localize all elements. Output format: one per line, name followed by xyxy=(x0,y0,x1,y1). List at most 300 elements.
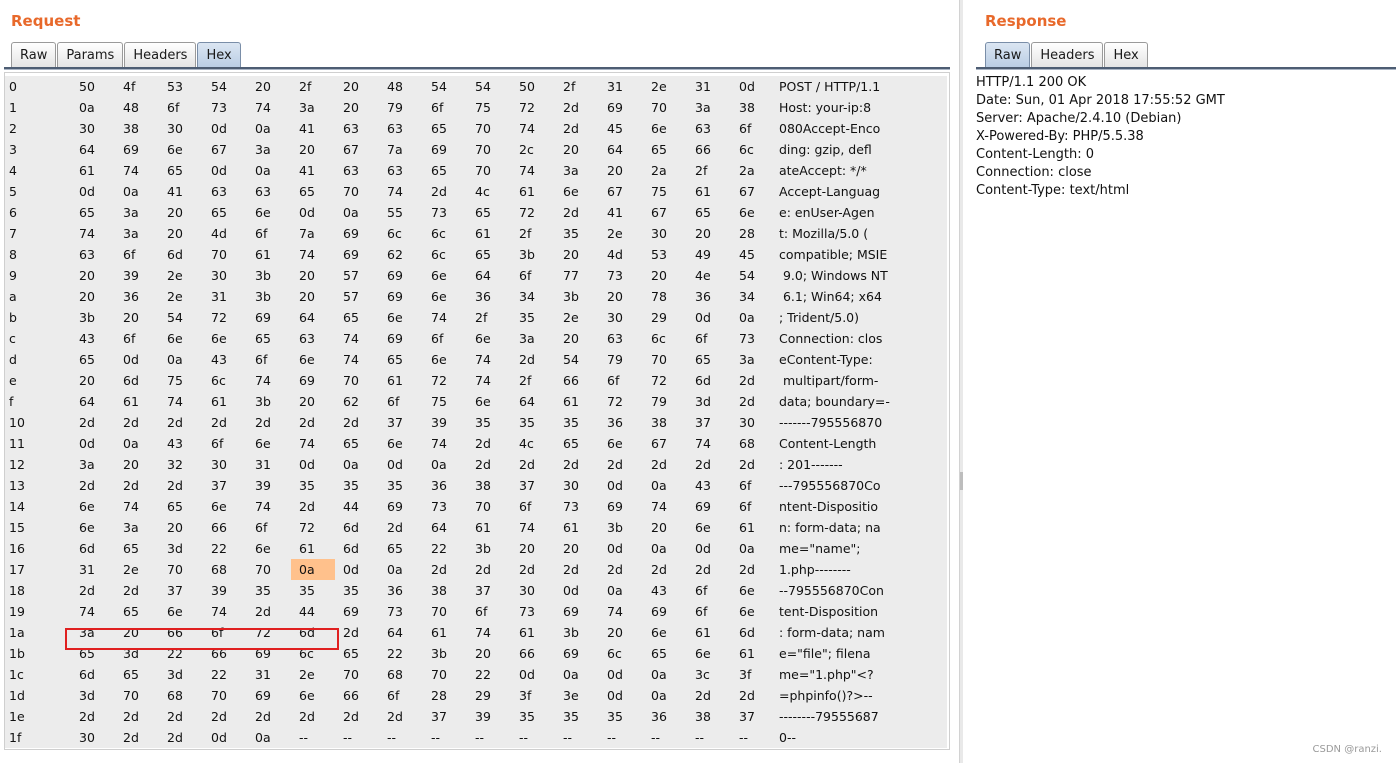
hex-byte[interactable]: 30 xyxy=(211,268,227,283)
hex-byte[interactable]: 22 xyxy=(167,646,183,661)
hex-byte[interactable]: 2d xyxy=(695,562,711,577)
hex-byte[interactable]: 39 xyxy=(123,268,139,283)
hex-byte[interactable]: 69 xyxy=(387,331,403,346)
splitter-grip-icon[interactable] xyxy=(960,472,963,490)
hex-byte[interactable]: 4d xyxy=(211,226,227,241)
hex-byte[interactable]: 77 xyxy=(563,268,579,283)
hex-byte[interactable]: -- xyxy=(299,730,309,745)
hex-byte[interactable]: 2f xyxy=(475,310,488,325)
hex-byte[interactable]: 6f xyxy=(167,100,180,115)
hex-byte[interactable]: 35 xyxy=(255,583,271,598)
hex-byte[interactable]: 72 xyxy=(651,373,667,388)
hex-byte[interactable]: 72 xyxy=(211,310,227,325)
hex-byte[interactable]: 31 xyxy=(607,79,623,94)
hex-byte[interactable]: 6f xyxy=(695,331,708,346)
hex-byte[interactable]: 68 xyxy=(387,667,403,682)
hex-byte[interactable]: 2e xyxy=(167,268,183,283)
hex-byte[interactable]: 6e xyxy=(431,289,447,304)
hex-byte[interactable]: 2d xyxy=(519,352,535,367)
hex-byte[interactable]: 74 xyxy=(79,604,95,619)
hex-byte[interactable]: 70 xyxy=(475,163,491,178)
hex-byte[interactable]: 7a xyxy=(299,226,315,241)
hex-byte[interactable]: 49 xyxy=(695,247,711,262)
hex-byte[interactable]: 20 xyxy=(607,625,623,640)
hex-byte[interactable]: 43 xyxy=(167,436,183,451)
hex-byte[interactable]: 65 xyxy=(167,163,183,178)
hex-byte[interactable]: 74 xyxy=(299,436,315,451)
hex-byte[interactable]: 68 xyxy=(739,436,755,451)
hex-byte[interactable]: 73 xyxy=(519,604,535,619)
hex-byte[interactable]: 2d xyxy=(739,373,755,388)
hex-byte[interactable]: 2d xyxy=(739,562,755,577)
response-tab-headers[interactable]: Headers xyxy=(1031,42,1103,68)
hex-byte[interactable]: 2d xyxy=(387,520,403,535)
hex-byte[interactable]: 6d xyxy=(343,520,359,535)
hex-byte[interactable]: 65 xyxy=(651,646,667,661)
hex-byte[interactable]: 0d xyxy=(607,688,623,703)
hex-byte[interactable]: 69 xyxy=(651,604,667,619)
request-tab-hex[interactable]: Hex xyxy=(197,42,240,68)
hex-byte[interactable]: 74 xyxy=(343,352,359,367)
hex-byte[interactable]: 67 xyxy=(739,184,755,199)
hex-byte[interactable]: 6c xyxy=(299,646,314,661)
hex-byte[interactable]: 3a xyxy=(739,352,755,367)
hex-byte[interactable]: 2f xyxy=(695,163,708,178)
hex-byte[interactable]: 57 xyxy=(343,268,359,283)
hex-byte[interactable]: 3a xyxy=(123,520,139,535)
hex-byte[interactable]: 50 xyxy=(519,79,535,94)
hex-byte[interactable]: 35 xyxy=(563,226,579,241)
hex-byte[interactable]: 2d xyxy=(563,562,579,577)
hex-byte[interactable]: -- xyxy=(475,730,485,745)
hex-byte[interactable]: 6c xyxy=(431,226,446,241)
hex-byte[interactable]: 69 xyxy=(607,499,623,514)
hex-byte[interactable]: 6e xyxy=(211,331,227,346)
hex-byte[interactable]: 6e xyxy=(475,331,491,346)
hex-byte[interactable]: 22 xyxy=(211,667,227,682)
hex-byte[interactable]: 35 xyxy=(519,709,535,724)
hex-byte[interactable]: 2d xyxy=(255,709,271,724)
hex-byte[interactable]: 65 xyxy=(79,646,95,661)
hex-byte[interactable]: 45 xyxy=(607,121,623,136)
hex-byte[interactable]: 20 xyxy=(79,268,95,283)
hex-byte[interactable]: 73 xyxy=(563,499,579,514)
hex-byte[interactable]: 0d xyxy=(299,457,315,472)
hex-byte[interactable]: 6f xyxy=(387,688,400,703)
hex-byte[interactable]: 75 xyxy=(167,373,183,388)
hex-byte[interactable]: 69 xyxy=(343,226,359,241)
hex-byte[interactable]: 70 xyxy=(651,352,667,367)
hex-byte[interactable]: 2d xyxy=(167,709,183,724)
hex-byte[interactable]: 62 xyxy=(343,394,359,409)
hex-byte[interactable]: 53 xyxy=(167,79,183,94)
hex-byte[interactable]: 20 xyxy=(607,289,623,304)
hex-byte[interactable]: 74 xyxy=(607,604,623,619)
hex-byte[interactable]: 63 xyxy=(343,163,359,178)
hex-byte[interactable]: 74 xyxy=(695,436,711,451)
hex-byte[interactable]: 39 xyxy=(255,478,271,493)
hex-byte[interactable]: 2d xyxy=(123,415,139,430)
hex-byte[interactable]: -- xyxy=(387,730,397,745)
hex-byte[interactable]: 63 xyxy=(211,184,227,199)
hex-byte[interactable]: 65 xyxy=(695,205,711,220)
hex-byte[interactable]: 2d xyxy=(343,415,359,430)
hex-byte[interactable]: 74 xyxy=(519,163,535,178)
hex-byte[interactable]: 64 xyxy=(79,394,95,409)
hex-byte[interactable]: 66 xyxy=(211,520,227,535)
hex-byte[interactable]: 61 xyxy=(739,646,755,661)
hex-byte[interactable]: 20 xyxy=(343,100,359,115)
hex-byte[interactable]: 20 xyxy=(123,457,139,472)
hex-byte[interactable]: 0a xyxy=(651,478,667,493)
hex-byte[interactable]: 0a xyxy=(343,205,359,220)
hex-byte[interactable]: 41 xyxy=(167,184,183,199)
hex-byte[interactable]: 74 xyxy=(255,373,271,388)
hex-byte[interactable]: 2e xyxy=(607,226,623,241)
hex-byte[interactable]: 31 xyxy=(255,667,271,682)
hex-byte[interactable]: 69 xyxy=(255,646,271,661)
hex-byte[interactable]: 0a xyxy=(255,163,271,178)
hex-byte[interactable]: 20 xyxy=(299,268,315,283)
hex-byte[interactable]: 61 xyxy=(475,226,491,241)
hex-byte[interactable]: 36 xyxy=(607,415,623,430)
hex-byte[interactable]: 6e xyxy=(167,142,183,157)
hex-byte[interactable]: 6e xyxy=(167,331,183,346)
hex-byte[interactable]: 35 xyxy=(563,415,579,430)
hex-byte[interactable]: 69 xyxy=(563,604,579,619)
hex-byte[interactable]: 63 xyxy=(255,184,271,199)
hex-byte[interactable]: 6d xyxy=(695,373,711,388)
hex-byte[interactable]: 75 xyxy=(431,394,447,409)
hex-byte[interactable]: 63 xyxy=(387,121,403,136)
hex-byte[interactable]: 37 xyxy=(519,478,535,493)
hex-byte[interactable]: 74 xyxy=(167,394,183,409)
hex-byte[interactable]: 0d xyxy=(563,583,579,598)
hex-byte[interactable]: 6e xyxy=(255,205,271,220)
hex-byte[interactable]: 61 xyxy=(431,625,447,640)
hex-byte[interactable]: 64 xyxy=(519,394,535,409)
hex-byte[interactable]: 66 xyxy=(343,688,359,703)
hex-byte[interactable]: 69 xyxy=(387,289,403,304)
hex-byte[interactable]: 6e xyxy=(79,520,95,535)
hex-byte[interactable]: 65 xyxy=(299,184,315,199)
hex-byte[interactable]: 38 xyxy=(431,583,447,598)
hex-byte[interactable]: 2e xyxy=(167,289,183,304)
hex-byte[interactable]: 64 xyxy=(387,625,403,640)
hex-byte[interactable]: 66 xyxy=(211,646,227,661)
hex-byte[interactable]: 31 xyxy=(211,289,227,304)
hex-byte[interactable]: 20 xyxy=(167,520,183,535)
hex-byte[interactable]: 35 xyxy=(299,583,315,598)
hex-byte[interactable]: 36 xyxy=(695,289,711,304)
hex-byte[interactable]: 65 xyxy=(343,436,359,451)
hex-byte[interactable]: 2d xyxy=(167,415,183,430)
hex-byte[interactable]: 65 xyxy=(343,646,359,661)
hex-byte[interactable]: 73 xyxy=(387,604,403,619)
hex-byte[interactable]: 2d xyxy=(343,625,359,640)
hex-byte[interactable]: 2d xyxy=(475,436,491,451)
hex-byte[interactable]: 61 xyxy=(695,625,711,640)
hex-byte[interactable]: 4c xyxy=(519,436,534,451)
hex-byte[interactable]: 0d xyxy=(123,352,139,367)
hex-byte[interactable]: 61 xyxy=(563,394,579,409)
hex-byte[interactable]: 6f xyxy=(695,583,708,598)
hex-byte[interactable]: 65 xyxy=(431,121,447,136)
hex-byte[interactable]: 2d xyxy=(695,457,711,472)
hex-byte[interactable]: 2d xyxy=(167,478,183,493)
hex-byte[interactable]: 37 xyxy=(431,709,447,724)
hex-byte[interactable]: 69 xyxy=(343,247,359,262)
hex-byte[interactable]: 6f xyxy=(519,499,532,514)
hex-byte[interactable]: 36 xyxy=(475,289,491,304)
hex-byte[interactable]: 64 xyxy=(79,142,95,157)
hex-byte[interactable]: 2d xyxy=(739,457,755,472)
hex-byte[interactable]: 20 xyxy=(343,79,359,94)
hex-byte[interactable]: 0a xyxy=(739,541,755,556)
hex-byte[interactable]: 30 xyxy=(651,226,667,241)
request-tab-raw[interactable]: Raw xyxy=(11,42,56,68)
hex-byte[interactable]: 37 xyxy=(475,583,491,598)
hex-byte[interactable]: 70 xyxy=(343,184,359,199)
hex-byte[interactable]: 0a xyxy=(255,730,271,745)
hex-byte[interactable]: 65 xyxy=(387,352,403,367)
hex-byte[interactable]: 3b xyxy=(563,289,579,304)
hex-byte[interactable]: 38 xyxy=(123,121,139,136)
hex-byte[interactable]: 2a xyxy=(739,163,755,178)
hex-byte[interactable]: 74 xyxy=(79,226,95,241)
hex-byte[interactable]: 74 xyxy=(651,499,667,514)
hex-byte[interactable]: 65 xyxy=(255,331,271,346)
hex-byte[interactable]: 2d xyxy=(387,709,403,724)
hex-byte[interactable]: 22 xyxy=(431,541,447,556)
hex-byte[interactable]: 6e xyxy=(563,184,579,199)
hex-byte[interactable]: 20 xyxy=(167,205,183,220)
hex-byte[interactable]: 37 xyxy=(695,415,711,430)
hex-byte[interactable]: 48 xyxy=(387,79,403,94)
hex-byte[interactable]: 45 xyxy=(739,247,755,262)
hex-byte[interactable]: 72 xyxy=(431,373,447,388)
hex-byte[interactable]: 0d xyxy=(211,730,227,745)
hex-byte[interactable]: 61 xyxy=(387,373,403,388)
hex-byte[interactable]: 20 xyxy=(475,646,491,661)
hex-byte[interactable]: 37 xyxy=(387,415,403,430)
hex-byte[interactable]: 6e xyxy=(387,436,403,451)
hex-byte[interactable]: 4c xyxy=(475,184,490,199)
hex-byte[interactable]: 2d xyxy=(211,709,227,724)
hex-byte[interactable]: 61 xyxy=(563,520,579,535)
hex-byte[interactable]: 6c xyxy=(211,373,226,388)
hex-byte[interactable]: 35 xyxy=(519,310,535,325)
hex-byte[interactable]: 54 xyxy=(739,268,755,283)
hex-byte[interactable]: 6d xyxy=(79,667,95,682)
hex-byte[interactable]: 3a xyxy=(123,226,139,241)
hex-byte[interactable]: 73 xyxy=(431,205,447,220)
hex-byte[interactable]: 61 xyxy=(299,541,315,556)
hex-byte[interactable]: 3b xyxy=(563,625,579,640)
hex-byte[interactable]: 72 xyxy=(519,100,535,115)
hex-byte[interactable]: 65 xyxy=(563,436,579,451)
hex-byte[interactable]: 70 xyxy=(475,499,491,514)
hex-byte[interactable]: 0a xyxy=(343,457,359,472)
hex-byte[interactable]: 6d xyxy=(79,541,95,556)
hex-byte[interactable]: 64 xyxy=(299,310,315,325)
hex-byte[interactable]: 74 xyxy=(299,247,315,262)
hex-byte[interactable]: 3c xyxy=(695,667,710,682)
hex-byte[interactable]: 3b xyxy=(475,541,491,556)
hex-byte[interactable]: 2d xyxy=(519,457,535,472)
hex-byte[interactable]: 0d xyxy=(607,541,623,556)
hex-byte[interactable]: 38 xyxy=(651,415,667,430)
hex-byte[interactable]: 31 xyxy=(255,457,271,472)
hex-byte[interactable]: 2d xyxy=(343,709,359,724)
hex-byte[interactable]: 4d xyxy=(607,247,623,262)
hex-byte[interactable]: 6e xyxy=(255,541,271,556)
hex-byte[interactable]: 29 xyxy=(475,688,491,703)
hex-byte[interactable]: 31 xyxy=(79,562,95,577)
hex-byte[interactable]: 6c xyxy=(431,247,446,262)
hex-byte[interactable]: 3d xyxy=(167,667,183,682)
hex-byte[interactable]: 69 xyxy=(695,499,711,514)
hex-byte[interactable]: 2d xyxy=(563,100,579,115)
hex-byte[interactable]: 74 xyxy=(475,352,491,367)
hex-byte[interactable]: 43 xyxy=(79,331,95,346)
hex-byte[interactable]: 3b xyxy=(255,394,271,409)
hex-byte[interactable]: 30 xyxy=(79,121,95,136)
hex-byte[interactable]: 2f xyxy=(299,79,312,94)
hex-byte[interactable]: 20 xyxy=(519,541,535,556)
hex-byte[interactable]: 4f xyxy=(123,79,136,94)
hex-byte[interactable]: 65 xyxy=(387,541,403,556)
hex-byte[interactable]: 20 xyxy=(299,289,315,304)
hex-byte[interactable]: 6e xyxy=(299,352,315,367)
hex-byte[interactable]: 6e xyxy=(739,583,755,598)
hex-byte[interactable]: 20 xyxy=(255,79,271,94)
hex-byte[interactable]: 74 xyxy=(431,436,447,451)
hex-byte[interactable]: 6f xyxy=(123,247,136,262)
hex-byte[interactable]: 0d xyxy=(211,121,227,136)
hex-byte[interactable]: 6f xyxy=(387,394,400,409)
hex-byte[interactable]: 3d xyxy=(123,646,139,661)
hex-byte[interactable]: 6c xyxy=(739,142,754,157)
hex-byte[interactable]: 65 xyxy=(123,604,139,619)
hex-byte[interactable]: 6e xyxy=(167,604,183,619)
hex-byte[interactable]: 79 xyxy=(607,352,623,367)
hex-byte[interactable]: 0d xyxy=(79,436,95,451)
hex-byte[interactable]: 3f xyxy=(519,688,532,703)
hex-byte[interactable]: 6d xyxy=(123,373,139,388)
hex-byte[interactable]: 69 xyxy=(123,142,139,157)
hex-byte[interactable]: 54 xyxy=(211,79,227,94)
hex-byte[interactable]: 6e xyxy=(695,520,711,535)
hex-byte[interactable]: 0a xyxy=(167,352,183,367)
hex-byte[interactable]: 6f xyxy=(255,520,268,535)
hex-byte[interactable]: 35 xyxy=(563,709,579,724)
response-tab-raw[interactable]: Raw xyxy=(985,42,1030,68)
hex-byte[interactable]: 3e xyxy=(563,688,579,703)
hex-byte[interactable]: 2d xyxy=(475,457,491,472)
hex-byte[interactable]: 22 xyxy=(387,646,403,661)
hex-byte[interactable]: 3a xyxy=(563,163,579,178)
hex-byte[interactable]: 54 xyxy=(431,79,447,94)
hex-byte[interactable]: 41 xyxy=(299,121,315,136)
hex-byte[interactable]: 2c xyxy=(519,142,534,157)
hex-byte[interactable]: 30 xyxy=(607,310,623,325)
hex-byte[interactable]: 0a xyxy=(255,121,271,136)
hex-byte[interactable]: 30 xyxy=(739,415,755,430)
hex-byte[interactable]: 3a xyxy=(79,457,95,472)
hex-byte[interactable]: 37 xyxy=(167,583,183,598)
hex-byte[interactable]: 74 xyxy=(519,520,535,535)
hex-byte[interactable]: 74 xyxy=(123,163,139,178)
hex-byte[interactable]: 6f xyxy=(607,373,620,388)
hex-byte[interactable]: 6e xyxy=(79,499,95,514)
hex-byte[interactable]: 2d xyxy=(431,562,447,577)
hex-byte[interactable]: 0a xyxy=(607,583,623,598)
hex-byte[interactable]: 6f xyxy=(739,478,752,493)
hex-byte[interactable]: 53 xyxy=(651,247,667,262)
hex-byte[interactable]: 20 xyxy=(563,331,579,346)
hex-byte[interactable]: 2d xyxy=(475,562,491,577)
hex-byte[interactable]: 43 xyxy=(211,352,227,367)
hex-byte[interactable]: 64 xyxy=(607,142,623,157)
hex-byte[interactable]: -- xyxy=(431,730,441,745)
hex-byte[interactable]: 2d xyxy=(563,205,579,220)
hex-byte[interactable]: 67 xyxy=(211,142,227,157)
hex-byte[interactable]: 2d xyxy=(211,415,227,430)
hex-byte[interactable]: 69 xyxy=(255,310,271,325)
hex-byte[interactable]: 0d xyxy=(519,667,535,682)
hex-byte[interactable]: 69 xyxy=(255,688,271,703)
hex-byte[interactable]: 72 xyxy=(519,205,535,220)
hex-byte[interactable]: 78 xyxy=(651,289,667,304)
hex-byte[interactable]: 79 xyxy=(387,100,403,115)
hex-byte[interactable]: 6e xyxy=(739,604,755,619)
hex-byte[interactable]: 36 xyxy=(651,709,667,724)
hex-byte[interactable]: 6c xyxy=(387,226,402,241)
hex-byte[interactable]: 70 xyxy=(123,688,139,703)
hex-byte[interactable]: 44 xyxy=(343,499,359,514)
hex-byte[interactable]: 75 xyxy=(651,184,667,199)
hex-byte[interactable]: 0d xyxy=(695,541,711,556)
hex-byte[interactable]: 6e xyxy=(475,394,491,409)
hex-byte[interactable]: 2f xyxy=(519,226,532,241)
hex-byte[interactable]: 6e xyxy=(299,688,315,703)
hex-byte[interactable]: 6e xyxy=(695,646,711,661)
hex-byte[interactable]: 6f xyxy=(431,100,444,115)
hex-byte[interactable]: 70 xyxy=(255,562,271,577)
hex-byte[interactable]: 0d xyxy=(387,457,403,472)
hex-byte[interactable]: 2d xyxy=(739,688,755,703)
hex-byte[interactable]: 2d xyxy=(79,415,95,430)
hex-byte[interactable]: 70 xyxy=(651,100,667,115)
hex-byte[interactable]: 6f xyxy=(211,625,224,640)
hex-byte[interactable]: 20 xyxy=(607,163,623,178)
hex-byte[interactable]: 6d xyxy=(739,625,755,640)
hex-byte[interactable]: 73 xyxy=(431,499,447,514)
hex-byte[interactable]: 2d xyxy=(123,709,139,724)
hex-byte[interactable]: 65 xyxy=(167,499,183,514)
hex-byte[interactable]: 61 xyxy=(739,520,755,535)
hex-byte[interactable]: 2d xyxy=(519,562,535,577)
hex-byte[interactable]: 6e xyxy=(739,205,755,220)
hex-byte[interactable]: 69 xyxy=(343,604,359,619)
hex-byte[interactable]: 67 xyxy=(607,184,623,199)
panel-splitter[interactable] xyxy=(959,0,963,763)
hex-byte[interactable]: 0a xyxy=(431,457,447,472)
hex-byte[interactable]: 63 xyxy=(387,163,403,178)
hex-byte[interactable]: 6e xyxy=(255,436,271,451)
hex-byte[interactable]: 39 xyxy=(475,709,491,724)
